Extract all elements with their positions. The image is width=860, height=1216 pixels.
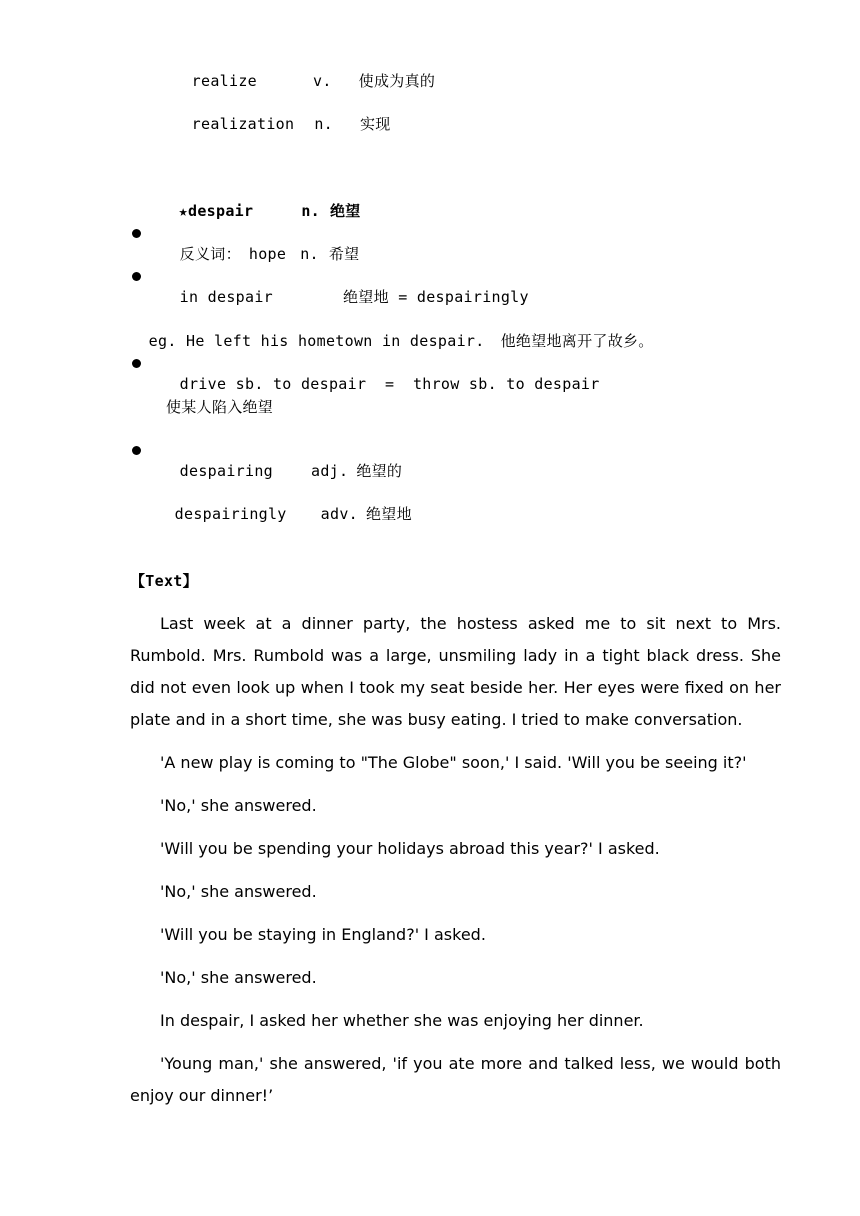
despairing-word: despairing: [179, 462, 273, 480]
vocab-headword-despair: [160, 181, 361, 221]
paragraph: 'Will you be staying in England?' I asked.: [160, 925, 486, 944]
vocab-row-realization: [173, 94, 391, 134]
antonym-row: [161, 224, 359, 264]
paragraph: 'A new play is coming to "The Globe" soon,' I said. 'Will you be seeing it?': [160, 753, 747, 772]
vocab-pos: v.: [313, 72, 332, 90]
vocab-meaning: 实现: [359, 115, 391, 133]
bullet-icon: [132, 359, 141, 368]
bullet-icon: [132, 272, 141, 281]
headword-meaning: 绝望: [330, 202, 361, 220]
phrase-meaning: 绝望地 = despairingly: [342, 288, 529, 306]
paragraph: 'No,' she answered.: [160, 882, 317, 901]
despairing-meaning: 绝望的: [356, 462, 403, 480]
example-row: [130, 311, 654, 351]
section-heading-text: 【Text】: [130, 572, 198, 590]
bullet-icon: [132, 446, 141, 455]
phrase-row: [161, 267, 529, 307]
headword: ★despair: [178, 202, 254, 220]
vocab-meaning: 使成为真的: [358, 72, 436, 90]
paragraph: 'Will you be spending your holidays abroad this year?' I asked.: [160, 839, 660, 858]
despairingly-row: [156, 484, 412, 524]
text-body: [130, 608, 781, 1123]
antonym-label: 反义词：: [179, 245, 241, 263]
despairingly-pos: adv.: [320, 505, 358, 523]
antonym-word: hope: [248, 245, 287, 263]
drive-row: [161, 354, 600, 394]
paragraph: 'No,' she answered.: [160, 968, 317, 987]
bullet-icon: [132, 229, 141, 238]
antonym-meaning: 希望: [328, 245, 360, 263]
drive-text: drive sb. to despair = throw sb. to despair: [179, 375, 600, 393]
example-en: eg. He left his hometown in despair.: [148, 332, 485, 350]
vocab-pos: n.: [314, 115, 333, 133]
paragraph: In despair, I asked her whether she was enjoying her dinner.: [160, 1011, 644, 1030]
vocab-row-realize: [173, 51, 435, 91]
antonym-pos: n.: [300, 245, 319, 263]
paragraph: 'Young man,' she answered, 'if you ate more and talked less, we would both enjoy our dinner!’: [130, 1054, 781, 1105]
phrase-text: in despair: [179, 288, 273, 306]
paragraph: 'No,' she answered.: [160, 796, 317, 815]
vocab-word: realization: [191, 115, 295, 133]
despairingly-meaning: 绝望地: [365, 505, 412, 523]
despairing-pos: adj.: [310, 462, 349, 480]
drive-meaning: 使某人陷入绝望: [166, 398, 274, 416]
despairing-row: [161, 441, 402, 481]
paragraph: Last week at a dinner party, the hostess asked me to sit next to Mrs. Rumbold. Mrs. Rumbold was a large, unsmiling lady in a tight black dress. She did not even look up when I took my seat beside her. Her eyes were fixed on her plate and in a short time, she was busy eating. I tried to make conversation.: [130, 614, 781, 729]
despairingly-word: despairingly: [174, 505, 287, 523]
headword-pos: n.: [301, 202, 320, 220]
vocab-word: realize: [191, 72, 257, 90]
example-zh: 他绝望地离开了故乡。: [500, 332, 654, 350]
